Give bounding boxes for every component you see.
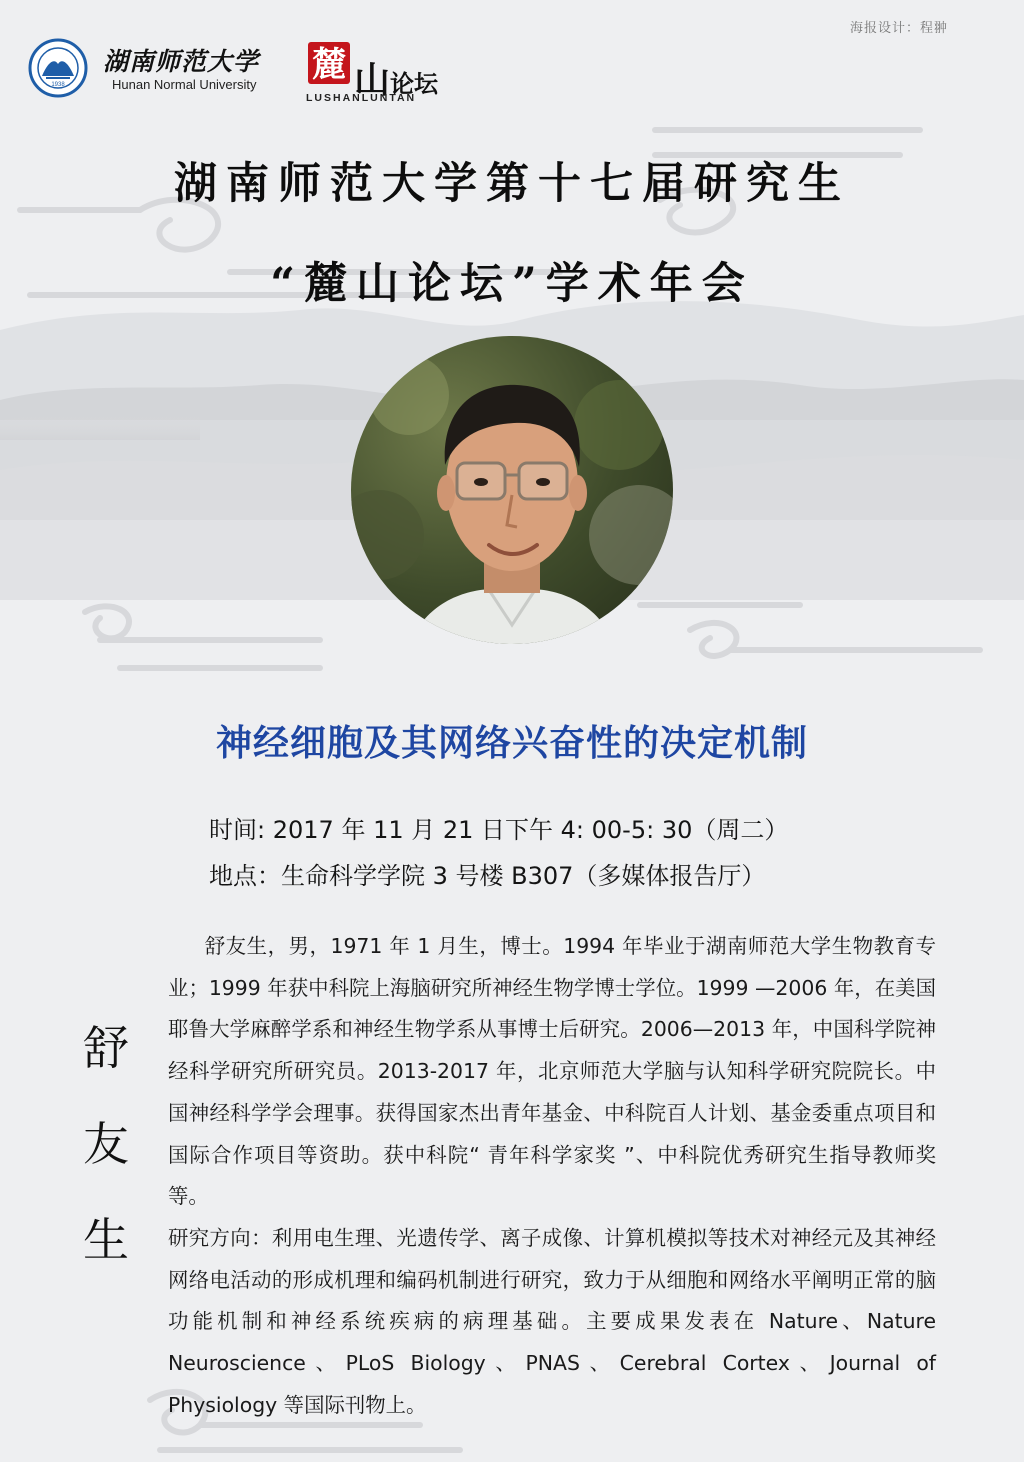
main-title-line-2: “麓山论坛”学术年会 (270, 259, 754, 309)
speaker-name-char: 舒 (83, 1021, 129, 1075)
lushan-seal-char: 麓 (312, 45, 346, 85)
lushan-logo-shan: 山 (354, 59, 391, 101)
lushan-logo-pinyin: LUSHANLUNTAN (306, 92, 417, 104)
lushan-seal-icon (306, 38, 352, 88)
place-label: 地点： (209, 862, 281, 890)
speaker-name-char: 友 (83, 1117, 129, 1171)
talk-title: 神经细胞及其网络兴奋性的决定机制 (215, 723, 808, 764)
lushan-logo-luntan: 论坛 (390, 69, 439, 98)
speaker-bio (168, 926, 936, 1426)
place-value: 生命科学学院 3 号楼 B307（多媒体报告厅） (281, 862, 766, 890)
speaker-name-char: 生 (83, 1213, 129, 1267)
emblem-year: 1938 (51, 82, 65, 88)
time-label: 时间: (209, 816, 266, 844)
designer-credit: 海报设计：程翀 (850, 21, 949, 36)
time-value: 2017 年 11 月 21 日下午 4: 00-5: 30（周二） (272, 816, 789, 844)
event-time (209, 810, 788, 845)
speaker-portrait (349, 335, 675, 645)
bio-paragraph-2: 研究方向：利用电生理、光遗传学、离子成像、计算机模拟等技术对神经元及其神经网络电活动的形成机理和编码机制进行研究，致力于从细胞和网络水平阐明正常的脑功能机制和神经系统疾病的病理基础。主要成果发表在 Nature、Nature Neuroscience、PLoS Biology、PNAS、Cerebral Cortex、Journal of Physiology 等国际刊物上。 (168, 1225, 936, 1417)
event-place (209, 856, 765, 891)
main-title-line-1: 湖南师范大学第十七届研究生 (174, 159, 850, 209)
hnu-emblem-icon (28, 38, 88, 98)
speaker-name (76, 1000, 136, 1288)
university-name-en: Hunan Normal University (112, 77, 257, 92)
university-name-cn: 湖南师范大学 (103, 47, 260, 76)
bio-paragraph-1: 舒友生，男，1971 年 1 月生，博士。1994 年毕业于湖南师范大学生物教育专业；1999 年获中科院上海脑研究所神经生物学博士学位。1999 —2006 年，在美国耶鲁大学麻醉学系和神经生物学系从事博士后研究。2006—2013 年，中国科学院神经科学研究所研究员。2013-2017 年，北京师范大学脑与认知科学研究院院长。中国神经科学学会理事。获得国家杰出青年基金、中科院百人计划、基金委重点项目和国际合作项目等资助。获中科院“ 青年科学家奖 ”、中科院优秀研究生指导教师奖等。 (168, 934, 936, 1209)
